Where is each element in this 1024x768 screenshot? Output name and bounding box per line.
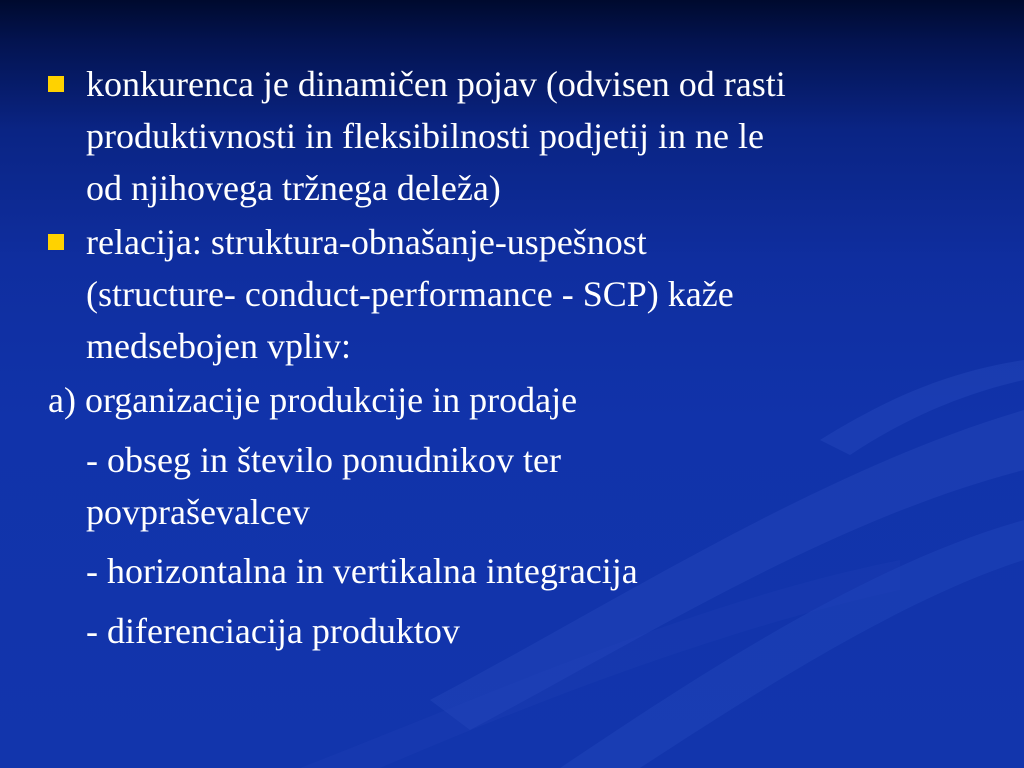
subheading: a) organizacije produkcije in prodaje [48,380,578,420]
bullet-square-icon [48,76,64,92]
subitem-line: povpraševalcev [86,492,310,532]
subitem-line: - horizontalna in vertikalna integracija [86,551,638,591]
bullet-line: (structure- conduct-performance - SCP) kaže [86,274,734,314]
bullet-line: produktivnosti in fleksibilnosti podjetij in ne le [86,116,764,156]
bullet-line: od njihovega tržnega deleža) [86,168,501,208]
subitem-line: - diferenciacija produktov [86,611,460,651]
bullet-square-icon [48,234,64,250]
bullet-line: relacija: struktura-obnašanje-uspešnost [86,222,647,262]
bullet-line: konkurenca je dinamičen pojav (odvisen od rasti [86,64,786,104]
subitem-line: - obseg in število ponudnikov ter [86,440,561,480]
bullet-line: medsebojen vpliv: [86,326,351,366]
